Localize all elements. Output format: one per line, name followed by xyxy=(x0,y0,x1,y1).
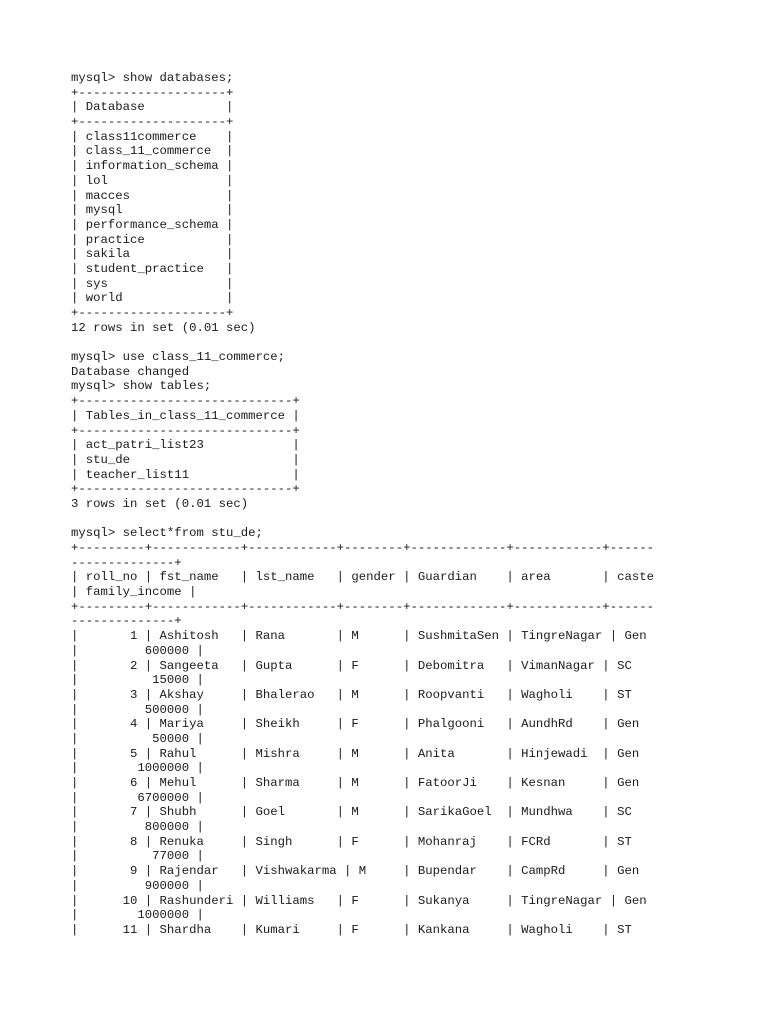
console-line: mysql> show databases; xyxy=(71,71,234,85)
console-line: | Database | xyxy=(71,100,234,115)
mysql-console-transcript xyxy=(71,71,654,938)
console-line: | sys | xyxy=(71,276,234,291)
console-line: | macces | xyxy=(71,188,234,203)
console-line: | 1000000 | xyxy=(71,761,204,776)
console-line: | sakila | xyxy=(71,247,234,262)
console-line: | 800000 | xyxy=(71,820,204,835)
console-line: | 3 | Akshay | Bhalerao | M | Roopvanti | Wagholi | ST xyxy=(71,687,632,702)
console-line: | 4 | Mariya | Sheikh | F | Phalgooni | AundhRd | Gen xyxy=(71,717,640,732)
console-line: +--------------------+ xyxy=(71,85,234,100)
console-line: | 77000 | xyxy=(71,849,204,864)
console-line: +--------------------+ xyxy=(71,115,234,130)
console-line: | 1000000 | xyxy=(71,908,204,923)
console-line: +---------+------------+------------+--------+-------------+------------+------ xyxy=(71,541,654,555)
console-line: 12 rows in set (0.01 sec) xyxy=(71,320,256,335)
console-line: | 5 | Rahul | Mishra | M | Anita | Hinjewadi | Gen xyxy=(71,746,640,761)
console-line: | 6 | Mehul | Sharma | M | FatoorJi | Kesnan | Gen xyxy=(71,776,640,790)
console-line: Database changed xyxy=(71,364,190,379)
console-line: +-----------------------------+ xyxy=(71,394,300,409)
console-line: | family_income | xyxy=(71,585,197,600)
console-line: 3 rows in set (0.01 sec) xyxy=(71,496,249,511)
console-line: mysql> use class_11_commerce; xyxy=(71,350,286,365)
console-line: | 6700000 | xyxy=(71,790,204,805)
console-line: | student_practice | xyxy=(71,261,234,276)
console-line: | performance_schema | xyxy=(71,217,234,232)
console-line: | mysql | xyxy=(71,203,234,218)
console-line: +---------+------------+------------+--------+-------------+------------+------ xyxy=(71,599,654,614)
console-line: | roll_no | fst_name | lst_name | gender | Guardian | area | caste xyxy=(71,570,654,585)
console-line xyxy=(71,335,654,350)
console-line: | 15000 | xyxy=(71,673,204,688)
console-line: +-----------------------------+ xyxy=(71,423,300,438)
console-line: --------------+ xyxy=(71,555,182,570)
console-line: | act_patri_list23 | xyxy=(71,438,300,453)
console-line: | 10 | Rashunderi | Williams | F | Sukanya | TingreNagar | Gen xyxy=(71,893,647,908)
console-line: | Tables_in_class_11_commerce | xyxy=(71,408,300,423)
console-line: | 11 | Shardha | Kumari | F | Kankana | Wagholi | ST xyxy=(71,922,632,937)
console-line: | 50000 | xyxy=(71,731,204,746)
console-line: | 8 | Renuka | Singh | F | Mohanraj | FCRd | ST xyxy=(71,834,632,849)
console-line xyxy=(71,512,654,527)
console-line: | class11commerce | xyxy=(71,129,234,144)
console-line: | 7 | Shubh | Goel | M | SarikaGoel | Mundhwa | SC xyxy=(71,805,632,820)
console-line: | teacher_list11 | xyxy=(71,467,300,482)
console-line: +-----------------------------+ xyxy=(71,482,300,497)
console-line: mysql> show tables; xyxy=(71,379,212,394)
console-line: | 900000 | xyxy=(71,878,204,893)
console-line: | world | xyxy=(71,291,234,306)
console-line: | 9 | Rajendar | Vishwakarma | M | Bupendar | CampRd | Gen xyxy=(71,864,640,879)
console-line: | stu_de | xyxy=(71,452,300,467)
console-line: | practice | xyxy=(71,232,234,247)
console-line: +--------------------+ xyxy=(71,306,234,320)
console-line: | 500000 | xyxy=(71,702,204,717)
console-line: mysql> select*from stu_de; xyxy=(71,526,263,541)
console-line: --------------+ xyxy=(71,614,182,629)
console-line: | lol | xyxy=(71,173,234,188)
console-line: | information_schema | xyxy=(71,159,234,174)
console-line: | 600000 | xyxy=(71,643,204,658)
console-line: | class_11_commerce | xyxy=(71,144,234,159)
console-line: | 2 | Sangeeta | Gupta | F | Debomitra | VimanNagar | SC xyxy=(71,658,632,673)
console-line: | 1 | Ashitosh | Rana | M | SushmitaSen | TingreNagar | Gen xyxy=(71,629,647,644)
